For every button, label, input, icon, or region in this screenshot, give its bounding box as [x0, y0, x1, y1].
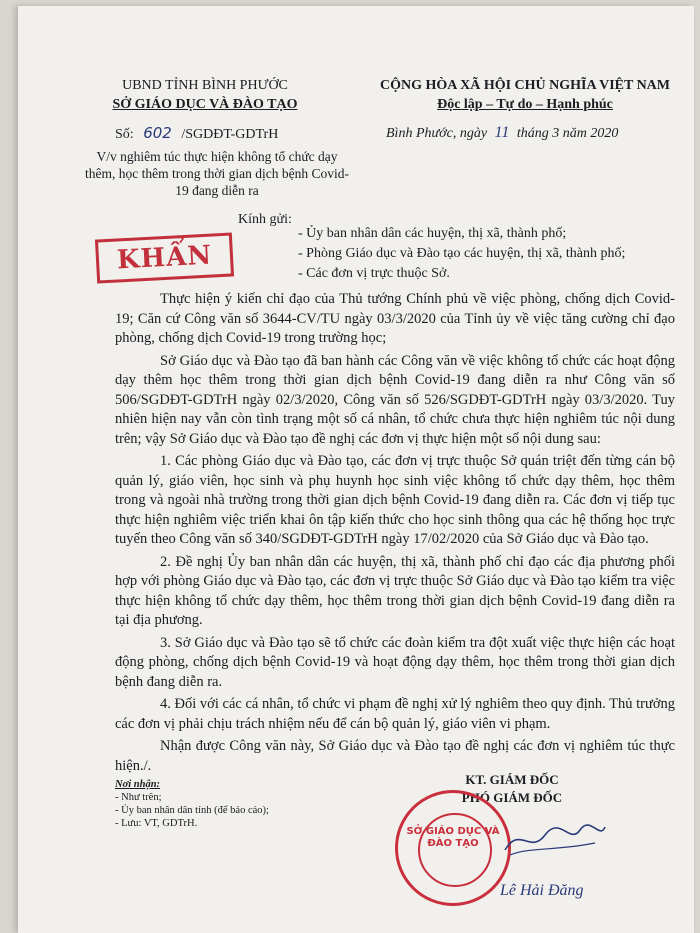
body-paragraph: 4. Đối với các cá nhân, tổ chức vi phạm đề nghị xử lý nghiêm theo quy định. Thủ trưởng các đơn vị phải chịu trách nhiệm nếu để cán bộ quản lý, giáo viên vi phạm. — [115, 696, 675, 732]
number-value: 602 — [143, 124, 172, 142]
body-paragraph: 3. Sở Giáo dục và Đào tạo sẽ tổ chức các đoàn kiểm tra đột xuất việc thực hiện các hoạt động phòng, chống dịch bệnh Covid-19 và hoạt động dạy thêm, học thêm trong thời gian dịch bệnh đang diễn ra. — [115, 634, 675, 690]
recipients-note-line: - Ủy ban nhân dân tỉnh (để báo cáo); — [115, 805, 269, 816]
signature-title-1: KT. GIÁM ĐỐC — [465, 772, 559, 787]
document-date — [386, 124, 618, 142]
greeting: Kính gửi: — [238, 212, 292, 227]
body-paragraph: Nhận được Công văn này, Sở Giáo dục và Đào tạo đề nghị các đơn vị nghiêm túc thực hiện./. — [115, 738, 675, 774]
official-seal — [395, 790, 511, 906]
recipient-item: - Ủy ban nhân dân các huyện, thị xã, thành phố; — [298, 226, 567, 241]
recipients-note-line: - Lưu: VT, GDTrH. — [115, 818, 198, 829]
body-paragraph: 2. Đề nghị Ủy ban nhân dân các huyện, thị xã, thành phố chỉ đạo các địa phương phối hợp với phòng Giáo dục và Đào tạo, các đơn vị trực thuộc Sở Giáo dục và Đào tạo kiểm tra việc thực hiện không tổ chức dạy thêm, học thêm trong thời gian dịch bệnh Covid-19 đang diễn ra tại địa phương. — [115, 553, 675, 628]
handwritten-signature — [500, 815, 610, 865]
date-day: 11 — [494, 124, 510, 141]
issuer-header — [60, 76, 350, 114]
body-paragraph: 1. Các phòng Giáo dục và Đào tạo, các đơn vị trực thuộc Sở quán triệt đến từng cán bộ quản lý, giáo viên, học sinh và phụ huynh học sinh việc không tổ chức dạy thêm, học thêm trong và ngoài nhà trường trong thời gian dịch bệnh Covid-19 đang diễn ra. Các đơn vị tiếp tục thực hiện nghiêm việc triển khai ôn tập kiến thức cho học sinh thông qua các hệ thống học trực tuyến theo Công văn số 340/SGDĐT-GDTrH ngày 17/02/2020 của Sở Giáo dục và Đào tạo. — [115, 453, 675, 547]
body-paragraph: Sở Giáo dục và Đào tạo đã ban hành các Công văn về việc không tổ chức các hoạt động dạy thêm học thêm trong thời gian dịch bệnh Covid-19 đang diễn ra như Công văn số 506/SGDĐT-GDTrH ngày 02/3/2020, Công văn số 526/SGDĐT-GDTrH ngày 03/3/2020. Tuy nhiên hiện nay vẫn còn tình trạng một số cá nhân, tổ chức chưa thực hiện nghiêm túc nội dung trên; vậy Sở Giáo dục và Đào tạo đề nghị các đơn vị thực hiện một số nội dung sau: — [115, 352, 675, 447]
national-header — [360, 76, 690, 114]
number-suffix: /SGDĐT-GDTrH — [181, 127, 279, 142]
date-suffix: tháng 3 năm 2020 — [516, 126, 619, 141]
date-prefix: Bình Phước, ngày — [386, 126, 488, 141]
seal-inner-ring — [418, 813, 492, 887]
recipients-note — [115, 778, 269, 830]
seal-center-text: SỞ GIÁO DỤC VÀ ĐÀO TẠO — [406, 826, 500, 849]
national-motto-1: CỘNG HÒA XÃ HỘI CHỦ NGHĨA VIỆT NAM — [379, 78, 670, 93]
recipient-list — [298, 224, 625, 284]
recipient-item: - Các đơn vị trực thuộc Sở. — [298, 266, 450, 281]
recipient-item: - Phòng Giáo dục và Đào tạo các huyện, thị xã, thành phố; — [298, 246, 626, 261]
signature-title-2: PHÓ GIÁM ĐỐC — [461, 790, 563, 805]
body-paragraph: Thực hiện ý kiến chỉ đạo của Thủ tướng Chính phủ về việc phòng, chống dịch Covid-19; Căn cứ Công văn số 3644-CV/TU ngày 03/3/2020 của Tỉnh ủy về việc tăng cường chỉ đạo phòng, chống dịch Covid-19 trong trường học; — [115, 291, 675, 346]
recipients-note-line: - Như trên; — [115, 792, 162, 803]
issuer-line-1: UBND TỈNH BÌNH PHƯỚC — [122, 78, 288, 93]
urgent-stamp: KHẨN — [95, 232, 234, 283]
document-body — [115, 290, 675, 779]
number-prefix: Số: — [115, 127, 134, 142]
national-motto-2: Độc lập – Tự do – Hạnh phúc — [437, 97, 613, 112]
issuer-line-2: SỞ GIÁO DỤC VÀ ĐÀO TẠO — [112, 97, 298, 112]
document-subject: V/v nghiêm túc thực hiện không tổ chức dạy thêm, học thêm trong thời gian dịch bệnh Covid-19 đang diễn ra — [85, 149, 349, 198]
recipients-note-title: Nơi nhận: — [115, 779, 161, 790]
signer-name: Lê Hải Đăng — [500, 882, 584, 899]
document-number — [115, 124, 278, 143]
